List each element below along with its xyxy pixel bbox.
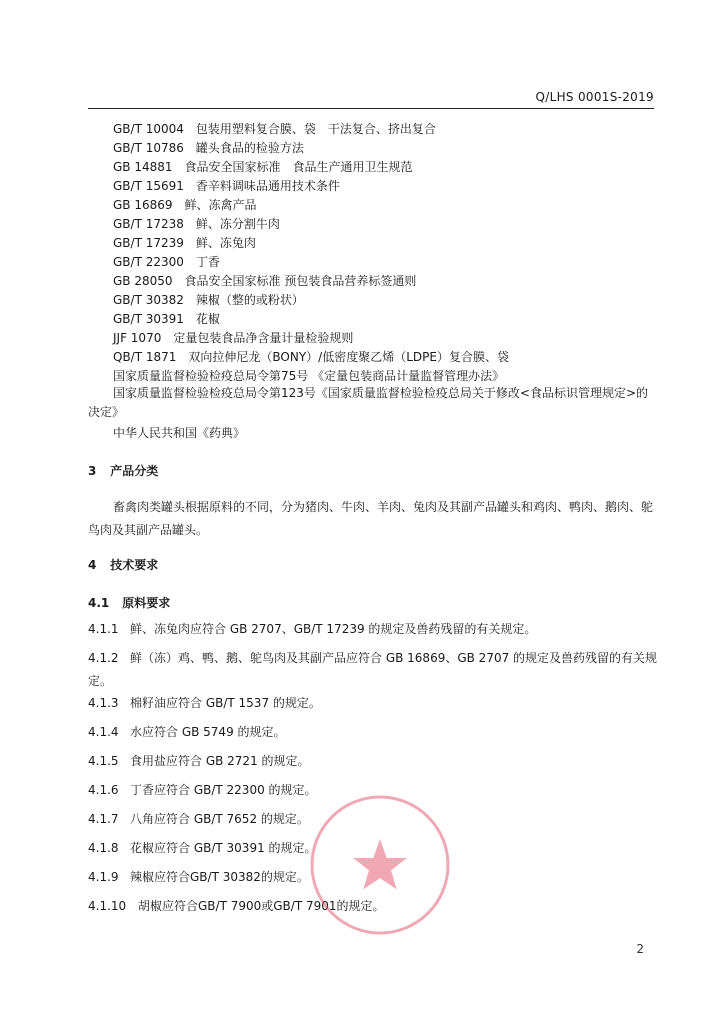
clause-text: 花椒应符合 GB/T 30391 的规定。: [130, 841, 317, 855]
reference-item: GB/T 17238 鲜、冻分割牛肉: [113, 217, 280, 231]
clause-text: 食用盐应符合 GB 2721 的规定。: [130, 754, 310, 768]
clause-number: 4.1.7: [88, 812, 119, 826]
clause-text: 辣椒应符合GB/T 30382的规定。: [130, 870, 309, 884]
section-title: 产品分类: [110, 464, 159, 478]
reference-item: GB/T 17239 鲜、冻兔肉: [113, 236, 256, 250]
section-number: 4.1: [88, 596, 110, 610]
reference-item: GB/T 22300 丁香: [113, 255, 220, 269]
section-number: 4: [88, 558, 97, 572]
reference-item: GB/T 15691 香辛料调味品通用技术条件: [113, 179, 340, 193]
clause-number: 4.1.6: [88, 783, 119, 797]
reference-item: 国家质量监督检验检疫总局令第75号 《定量包装商品计量监督管理办法》: [113, 369, 505, 383]
clause: [88, 692, 658, 715]
clause: [88, 618, 658, 641]
clause-number: 4.1.3: [88, 696, 119, 710]
clause-text: 鲜（冻）鸡、鸭、鹅、鸵鸟肉及其副产品应符合 GB 16869、GB 2707 的规定及兽药残留的有关规定。: [88, 651, 658, 688]
reference-item: 中华人民共和国《药典》: [113, 426, 246, 440]
section-number: 3: [88, 464, 97, 478]
company-seal-stamp: [305, 790, 455, 940]
reference-item: QB/T 1871 双向拉伸尼龙（BONY）/低密度聚乙烯（LDPE）复合膜、袋: [113, 350, 509, 364]
section-3-body: 畜禽肉类罐头根据原料的不同，分为猪肉、牛肉、羊肉、兔肉及其副产品罐头和鸡肉、鸭肉、鹅肉、鸵鸟肉及其副产品罐头。: [88, 500, 654, 537]
clause-number: 4.1.10: [88, 899, 127, 913]
clause: [88, 750, 658, 773]
clause-number: 4.1.4: [88, 725, 119, 739]
clause-number: 4.1.5: [88, 754, 119, 768]
reference-item: GB 28050 食品安全国家标准 预包装食品营养标签通则: [113, 274, 417, 288]
reference-item: GB/T 30382 辣椒（整的或粉状）: [113, 293, 304, 307]
clause-text: 八角应符合 GB/T 7652 的规定。: [130, 812, 309, 826]
clause-text: 胡椒应符合GB/T 7900或GB/T 7901的规定。: [138, 899, 385, 913]
reference-item: GB 16869 鲜、冻禽产品: [113, 198, 257, 212]
clause-text: 丁香应符合 GB/T 22300 的规定。: [130, 783, 317, 797]
reference-item: GB/T 10786 罐头食品的检验方法: [113, 141, 304, 155]
reference-item-long: 国家质量监督检验检疫总局令第123号《国家质量监督检验检疫总局关于修改<食品标识管理规定>的决定》: [88, 386, 649, 419]
clause-number: 4.1.9: [88, 870, 119, 884]
reference-item: GB/T 30391 花椒: [113, 312, 220, 326]
reference-item: JJF 1070 定量包装食品净含量计量检验规则: [113, 331, 354, 345]
section-3-heading: [88, 462, 158, 479]
section-4-heading: [88, 556, 158, 573]
clause-text: 棉籽油应符合 GB/T 1537 的规定。: [130, 696, 321, 710]
clause-text: 水应符合 GB 5749 的规定。: [130, 725, 286, 739]
clause: [88, 647, 658, 693]
reference-item: GB/T 10004 包装用塑料复合膜、袋 干法复合、挤出复合: [113, 122, 436, 136]
clause-number: 4.1.2: [88, 651, 119, 665]
clause-number: 4.1.1: [88, 622, 119, 636]
clause: [88, 721, 658, 744]
section-title: 技术要求: [110, 558, 159, 572]
reference-item: GB 14881 食品安全国家标准 食品生产通用卫生规范: [113, 160, 413, 174]
section-title: 原料要求: [122, 596, 171, 610]
clause-text: 鲜、冻兔肉应符合 GB 2707、GB/T 17239 的规定及兽药残留的有关规定。: [130, 622, 537, 636]
header-code: Q/LHS 0001S-2019: [535, 90, 654, 104]
header-rule: [88, 108, 654, 109]
page-number: 2: [636, 942, 644, 956]
clause-number: 4.1.8: [88, 841, 119, 855]
section-4-1-heading: [88, 594, 170, 611]
